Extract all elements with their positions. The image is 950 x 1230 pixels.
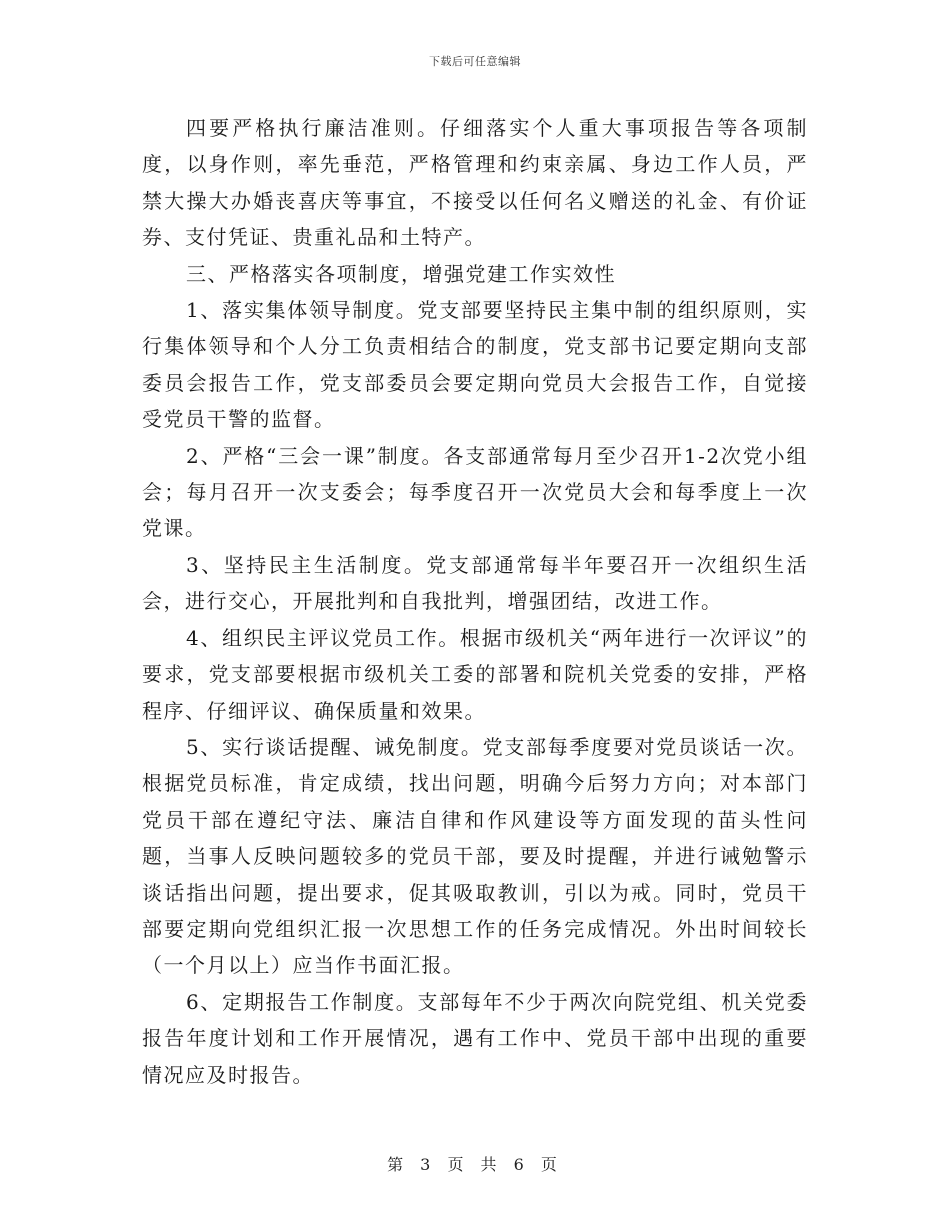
paragraph-member-review: 4、组织民主评议党员工作。根据市级机关“两年进行一次评议”的要求，党支部要根据市级机关工委的部署和院机关党委的安排，严格程序、仔细评议、确保质量和效果。 bbox=[142, 625, 808, 723]
paragraph-integrity-rules: 四要严格执行廉洁准则。仔细落实个人重大事项报告等各项制度，以身作则，率先垂范，严格管理和约束亲属、身边工作人员，严禁大操大办婚丧喜庆等事宜，不接受以任何名义赠送的礼金、有价证券、支付凭证、贵重礼品和土特产。 bbox=[142, 116, 808, 250]
paragraph-collective-leadership: 1、落实集体领导制度。党支部要坚持民主集中制的组织原则，实行集体领导和个人分工负责相结合的制度，党支部书记要定期向支部委员会报告工作，党支部委员会要定期向党员大会报告工作，自觉接受党员干警的监督。 bbox=[142, 298, 808, 432]
paragraph-three-meetings: 2、严格“三会一课”制度。各支部通常每月至少召开1-2次党小组会；每月召开一次支委会；每季度召开一次党员大会和每季度上一次党课。 bbox=[142, 443, 808, 541]
page-number-footer: 第 3 页 共 6 页 bbox=[387, 1155, 563, 1174]
document-body bbox=[142, 110, 808, 1093]
paragraph-regular-reporting: 6、定期报告工作制度。支部每年不少于两次向院党组、机关党委报告年度计划和工作开展情况，遇有工作中、党员干部中出现的重要情况应及时报告。 bbox=[142, 989, 808, 1087]
page-header: 下载后可任意编辑 bbox=[429, 55, 521, 68]
section-heading-3: 三、严格落实各项制度，增强党建工作实效性 bbox=[186, 261, 616, 286]
paragraph-democratic-life: 3、坚持民主生活制度。党支部通常每半年要召开一次组织生活会，进行交心，开展批判和自我批判，增强团结，改进工作。 bbox=[142, 552, 808, 614]
paragraph-talk-reminder: 5、实行谈话提醒、诫免制度。党支部每季度要对党员谈话一次。根据党员标准，肯定成绩，找出问题，明确今后努力方向；对本部门党员干部在遵纪守法、廉洁自律和作风建设等方面发现的苗头性问题，当事人反映问题较多的党员干部，要及时提醒，并进行诫勉警示谈话指出问题，提出要求，促其吸取教训，引以为戒。同时，党员干部要定期向党组织汇报一次思想工作的任务完成情况。外出时间较长（一个月以上）应当作书面汇报。 bbox=[142, 734, 808, 978]
